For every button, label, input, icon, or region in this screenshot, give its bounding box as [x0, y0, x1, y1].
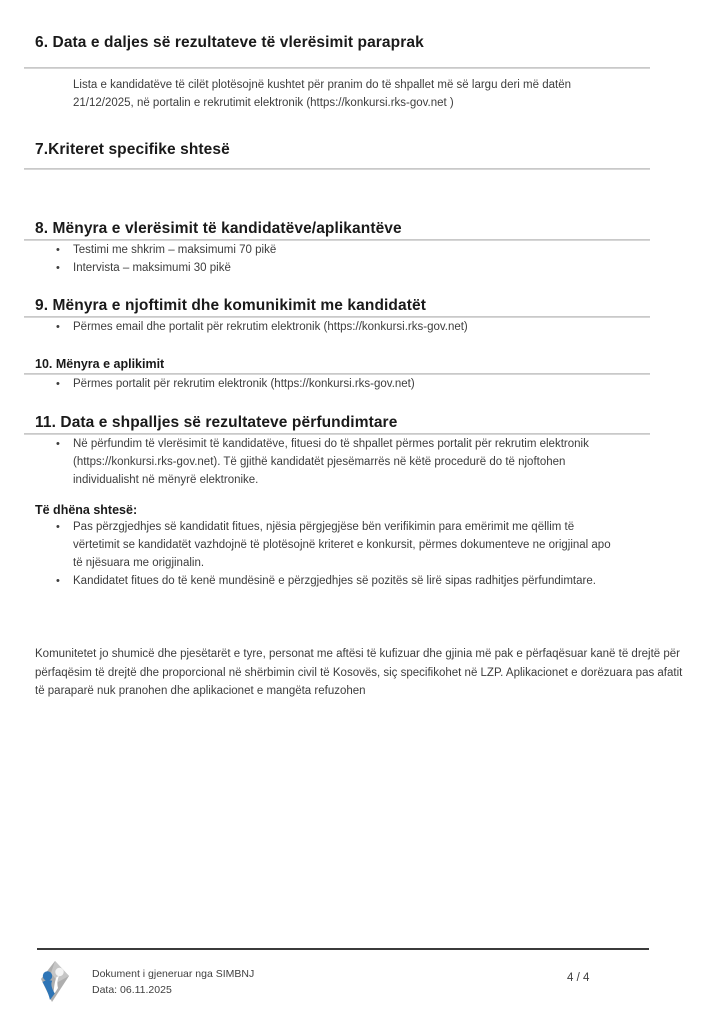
document-content — [24, 0, 683, 701]
bullet-item: • Përmes portalit për rekrutim elektronik (https://konkursi.rks-gov.net) — [55, 375, 621, 393]
section-6-heading: 6. Data e daljes së rezultateve të vlerësimit paraprak — [35, 34, 424, 51]
closing-paragraph: Komunitetet jo shumicë dhe pjesëtarët e tyre, personat me aftësi të kufizuar dhe gjinia më pak e përfaqësuar kanë të drejtë për përfaqësim të drejtë dhe proporcional në shërbimin civil të Kosovës, siç specifikohet në LZP. Aplikacionet e dorëzuara pas afatit të paraparë nuk pranohen dhe aplikacionet e mangëta refuzohen — [35, 648, 683, 697]
section-8-heading: 8. Mënyra e vlerësimit të kandidatëve/aplikantëve — [35, 220, 402, 237]
section-8-bullet-list — [55, 241, 650, 277]
bullet-item: • Pas përzgjedhjes së kandidatit fitues, njësia përgjegjëse bën verifikimin para emërimit me qëllim të vërtetimit se kandidatët vazhdojnë të plotësojnë kriteret e konkursit, përmes dokumenteve ne origjinal apo të njësuara me origjinalin. — [55, 518, 621, 572]
bullet-item: • Përmes email dhe portalit për rekrutim elektronik (https://konkursi.rks-gov.net) — [55, 318, 621, 336]
section-9-bullet-list — [55, 318, 650, 336]
bullet-item: • Testimi me shkrim – maksimumi 70 pikë — [55, 241, 621, 259]
section-6-paragraph: Lista e kandidatëve të cilët plotësojnë kushtet për pranim do të shpallet më së largu deri më datën 21/12/2025, në portalin e rekrutimit elektronik (https://konkursi.rks-gov.net ) — [73, 79, 571, 109]
bullet-item: • Intervista – maksimumi 30 pikë — [55, 259, 621, 277]
section-10-bullet-list — [55, 375, 650, 393]
bullet-item: • Kandidatet fitues do të kenë mundësinë e përzgjedhjes së pozitës së lirë sipas radhitjes përfundimtare. — [55, 572, 621, 590]
section-7-heading: 7.Kriteret specifike shtesë — [35, 141, 230, 158]
section-9-heading: 9. Mënyra e njoftimit dhe komunikimit me kandidatët — [35, 297, 426, 314]
separator-line — [24, 67, 650, 69]
footer-generated-by: Dokument i gjeneruar nga SIMBNJ — [92, 968, 255, 980]
page-number: 4 / 4 — [567, 972, 590, 984]
section-10-heading: 10. Mënyra e aplikimit — [35, 357, 165, 371]
footer-text-block — [92, 966, 254, 998]
bullet-item: • Në përfundim të vlerësimit të kandidatëve, fituesi do të shpallet përmes portalit për rekrutim elektronik (https://konkursi.rks-gov.net). Të gjithë kandidatët pjesëmarrës në këtë procedurë do të njoftohen individualisht në mënyrë elektronike. — [55, 435, 621, 489]
footer-date: Data: 06.11.2025 — [92, 984, 172, 996]
additional-info-bullet-list — [55, 518, 650, 590]
section-11-bullet-list — [55, 435, 650, 489]
additional-info-heading: Të dhëna shtesë: — [35, 503, 138, 517]
section-11-heading: 11. Data e shpalljes së rezultateve përfundimtare — [35, 414, 398, 431]
simbnj-logo-icon — [38, 960, 72, 1003]
separator-line — [24, 168, 650, 170]
footer-divider — [37, 948, 649, 950]
